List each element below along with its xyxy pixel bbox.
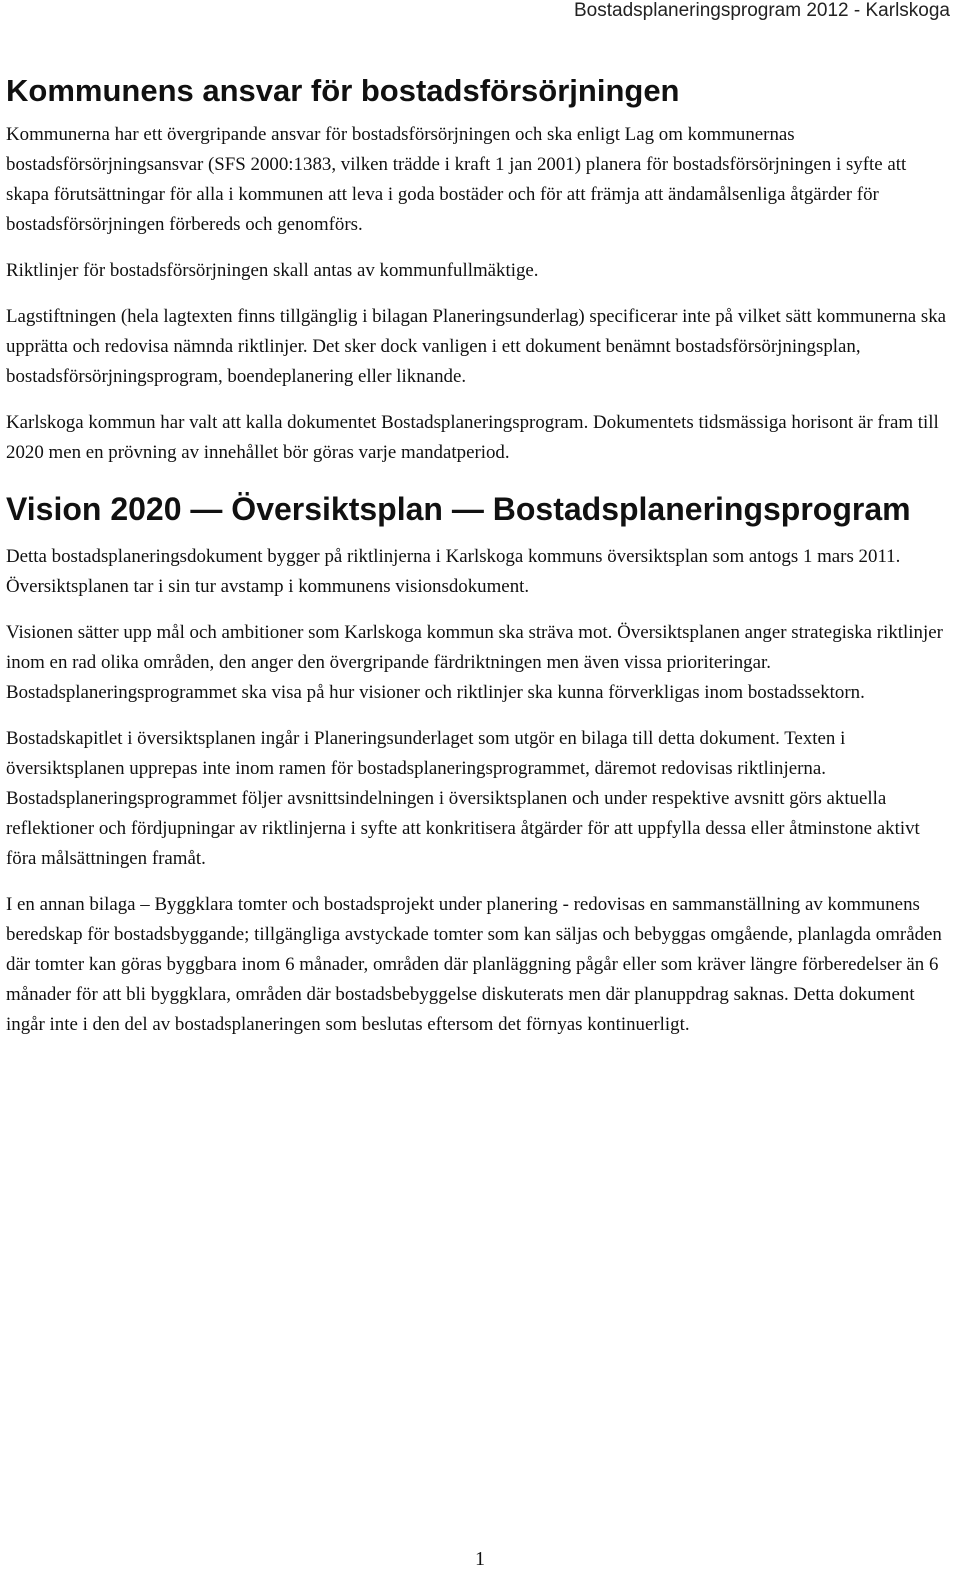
page-number: 1 — [475, 1548, 485, 1570]
paragraph: Lagstiftningen (hela lagtexten finns tillgänglig i bilagan Planeringsunderlag) specificerar inte på vilket sätt kommunerna ska upprätta och redovisa nämnda riktlinjer. Det sker dock vanligen i ett dokument benämnt bostadsförsörjningsplan, bostadsförsörjningsprogram, boendeplanering eller liknande. — [6, 306, 947, 387]
paragraph: Karlskoga kommun har valt att kalla dokumentet Bostadsplaneringsprogram. Dokumentets tidsmässiga horisont är fram till 2020 men en prövning av innehållet bör göras varje mandatperiod. — [6, 412, 939, 463]
paragraph: Riktlinjer för bostadsförsörjningen skall antas av kommunfullmäktige. — [6, 260, 539, 281]
document-body — [6, 72, 952, 1056]
section-heading-vision-2020: Vision 2020 — Översiktsplan — Bostadsplaneringsprogram — [6, 491, 911, 527]
running-header: Bostadsplaneringsprogram 2012 - Karlskoga — [574, 0, 950, 21]
paragraph: Visionen sätter upp mål och ambitioner som Karlskoga kommun ska sträva mot. Översiktsplanen anger strategiska riktlinjer inom en rad olika områden, den anger den övergripande färdriktningen men även vissa prioriteringar. Bostadsplaneringsprogrammet ska visa på hur visioner och riktlinjer ska kunna förverkligas inom bostadssektorn. — [6, 622, 943, 703]
paragraph: I en annan bilaga – Byggklara tomter och bostadsprojekt under planering - redovisas en sammanställning av kommunens beredskap för bostadsbyggande; tillgängliga avstyckade tomter som kan säljas och bebyggas omgående, planlagda områden där tomter kan göras byggbara inom 6 månader, områden där planläggning pågår eller som kräver längre förberedelser än 6 månader för att bli byggklara, områden där bostadsbebyggelse diskuterats men där planuppdrag saknas. Detta dokument ingår inte i den del av bostadsplaneringen som beslutas eftersom det förnyas kontinuerligt. — [6, 894, 942, 1035]
paragraph: Kommunerna har ett övergripande ansvar för bostadsförsörjningen och ska enligt Lag om kommunernas bostadsförsörjningsansvar (SFS 2000:1383, vilken trädde i kraft 1 jan 2001) planera för bostadsförsörjningen i syfte att skapa förutsättningar för alla i kommunen att leva i goda bostäder och för att främja att ändamålsenliga åtgärder för bostadsförsörjningen förbereds och genomförs. — [6, 124, 907, 235]
paragraph: Bostadskapitlet i översiktsplanen ingår i Planeringsunderlaget som utgör en bilaga till detta dokument. Texten i översiktsplanen upprepas inte inom ramen för bostadsplaneringsprogrammet, däremot redovisas riktlinjerna. Bostadsplaneringsprogrammet följer avsnittsindelningen i översiktsplanen och under respektive avsnitt görs aktuella reflektioner och fördjupningar av riktlinjerna i syfte att konkritisera åtgärder för att uppfylla dessa eller åtminstone aktivt föra målsättningen framåt. — [6, 728, 920, 869]
section-heading-kommunens-ansvar: Kommunens ansvar för bostadsförsörjningen — [6, 73, 680, 108]
paragraph: Detta bostadsplaneringsdokument bygger på riktlinjerna i Karlskoga kommuns översiktsplan som antogs 1 mars 2011. Översiktsplanen tar i sin tur avstamp i kommunens visionsdokument. — [6, 546, 901, 597]
